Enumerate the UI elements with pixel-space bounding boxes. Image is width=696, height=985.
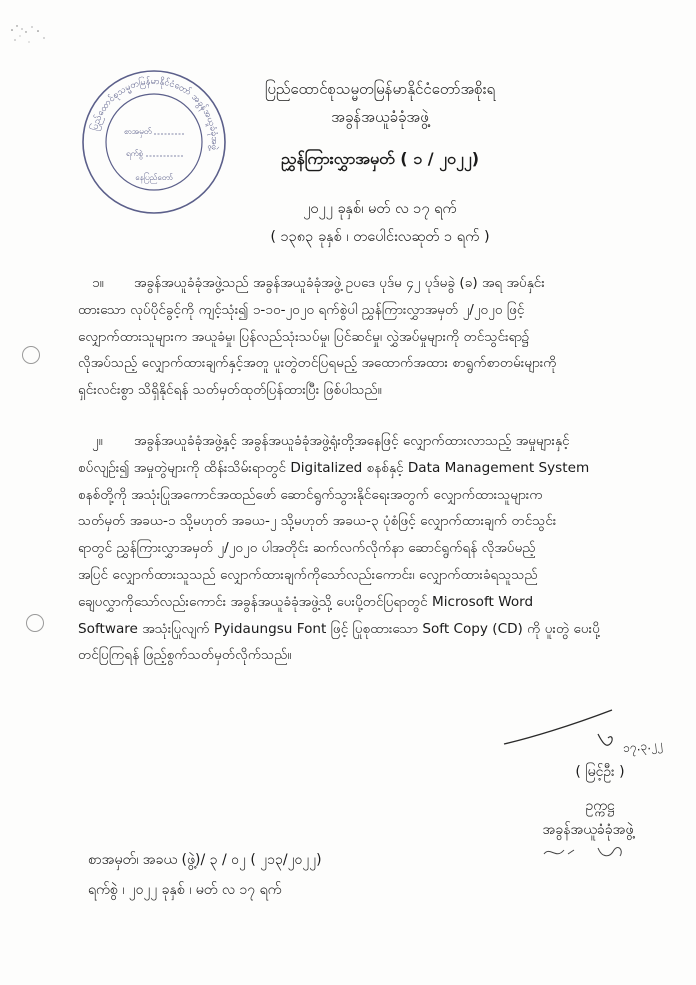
paragraph-line: ထားသော လုပ်ပိုင်ခွင့်ကို ကျင့်သုံး၍ ၁-၁၀-၂၀၂၀ ရက်စွဲပါ ညွှန်ကြားလွှာအမှတ် ၂/၂၀၂၀ ဖြင့်	[78, 301, 525, 318]
paragraph-number: ၂။	[92, 433, 103, 449]
date-line: ၂၀၂၂ ခုနှစ်၊ မတ် လ ၁၇ ရက်	[303, 201, 457, 217]
punch-hole	[22, 346, 40, 364]
svg-text:ပြည်ထောင်စုသမ္မတမြန်မာနိုင်ငံတ: ပြည်ထောင်စုသမ္မတမြန်မာနိုင်ငံတော် အခွန်အယူခံခုံအဖွဲ့	[90, 76, 220, 151]
paragraph-line: ၂။ အခွန်အယူခံခုံအဖွဲ့နှင့် အခွန်အယူခံခုံအဖွဲ့ရုံးတို့အနေဖြင့် လျှောက်ထားလာသည့် အမှုများနှင့်	[78, 428, 656, 455]
paragraph-line: ရာတွင် ညွှန်ကြားလွှာအမှတ် ၂/၂၀၂၀ ပါအတိုင်း ဆက်လက်လိုက်နာ ဆောင်ရွက်ရန် လိုအပ်မည့်	[78, 540, 536, 557]
handwritten-signature	[500, 704, 630, 764]
notice-title: ညွှန်ကြားလွှာအမှတ် ( ၁ / ၂၀၂၂)	[280, 149, 480, 168]
paragraph-number: ၁။	[92, 275, 104, 291]
paragraph-line: ချေပလွှာကိုသော်လည်းကောင်း အခွန်အယူခံခုံအဖွဲ့သို့ ပေးပို့တင်ပြရာတွင် Microsoft Word	[78, 593, 534, 610]
paragraph-line: စနစ်တို့ကို အသုံးပြုအကောင်အထည်ဖော် ဆောင်ရွက်သွားနိုင်ရေးအတွက် လျှောက်ထားသူများက	[78, 486, 543, 503]
signer-position: ဥက္ကဋ္ဌ	[585, 798, 615, 814]
paragraph-line: အပြင် လျှောက်ထားသူသည် လျှောက်ထားချက်ကိုသော်လည်းကောင်း၊ လျှောက်ထားခံရသူသည်	[78, 566, 538, 583]
paragraph-line: စပ်လျဉ်း၍ အမှုတွဲများကို ထိန်းသိမ်းရာတွင် Digitalized စနစ်နှင့် Data Management System	[78, 459, 590, 476]
signer-name: ( မြင့်ဦး )	[575, 764, 625, 780]
signature-date: ၁၇.၃.၂၂	[622, 736, 664, 756]
paragraph-line: လျှောက်ထားသူများက အယူခံမှု၊ ပြန်လည်သုံးသပ်မှု၊ ပြင်ဆင်မှု၊ လွှဲအပ်မှုများကို တင်သွင်းရာ၌	[78, 328, 530, 345]
paragraph-line: တင်ပြကြရန် ဖြည့်စွက်သတ်မှတ်လိုက်သည်။	[78, 647, 292, 664]
myanmar-date-line: ( ၁၃၈၃ ခုနှစ် ၊ တပေါင်းလဆုတ် ၁ ရက် )	[270, 229, 490, 245]
paragraph-line: Software အသုံးပြုလျက် Pyidaungsu Font ဖြင့် ပြုစုထားသော Soft Copy (CD) ကို ပူးတွဲ ပေးပို့	[78, 620, 600, 637]
paragraph-line: ရှင်းလင်းစွာ သိရှိနိုင်ရန် သတ်မှတ်ထုတ်ပြန်ထားပြီး ဖြစ်ပါသည်။	[78, 382, 382, 399]
paragraph-1	[78, 270, 656, 404]
paragraph-2	[78, 428, 656, 669]
svg-text:စာအမှတ်: စာအမှတ်	[124, 127, 152, 136]
signer-office: အခွန်အယူခံခုံအဖွဲ့	[542, 822, 634, 838]
paragraph-line: သတ်မှတ် အခယ-၁ သို့မဟုတ် အခယ-၂ သို့မဟုတ် အခယ-၃ ပုံစံဖြင့် လျှောက်ထားချက် တင်သွင်း	[78, 513, 557, 530]
reference-date: ရက်စွဲ ၊ ၂၀၂၂ ခုနှစ် ၊ မတ် လ ၁၇ ရက်	[88, 882, 282, 898]
tribunal-name: အခွန်အယူခံခုံအဖွဲ့	[331, 108, 429, 126]
punch-hole	[26, 614, 44, 632]
official-seal	[80, 68, 228, 216]
paragraph-line: လိုအပ်သည့် လျှောက်ထားချက်နှင့်အတူ ပူးတွဲတင်ပြရမည့် အထောက်အထား စာရွက်စာတမ်းများကို	[78, 355, 557, 372]
reference-number: စာအမှတ်၊ အခယ (ဖွဲ့)/ ၃ / ၀၂ ( ၂၁၃/၂၀၂၂)	[88, 852, 322, 868]
svg-text:ရက်စွဲ: ရက်စွဲ	[126, 149, 143, 158]
initials-scribble	[540, 840, 630, 864]
paragraph-line: ၁။ အခွန်အယူခံခုံအဖွဲ့သည် အခွန်အယူခံခုံအဖွဲ့ ဥပဒေ ပုဒ်မ ၄၂ ပုဒ်မခွဲ (ခ) အရ အပ်နှင်း	[78, 270, 656, 297]
government-name: ပြည်ထောင်စုသမ္မတမြန်မာနိုင်ငံတော်အစိုးရ	[264, 80, 496, 98]
scan-noise	[8, 20, 58, 50]
svg-text:နေပြည်တော်: နေပြည်တော်	[135, 173, 173, 182]
